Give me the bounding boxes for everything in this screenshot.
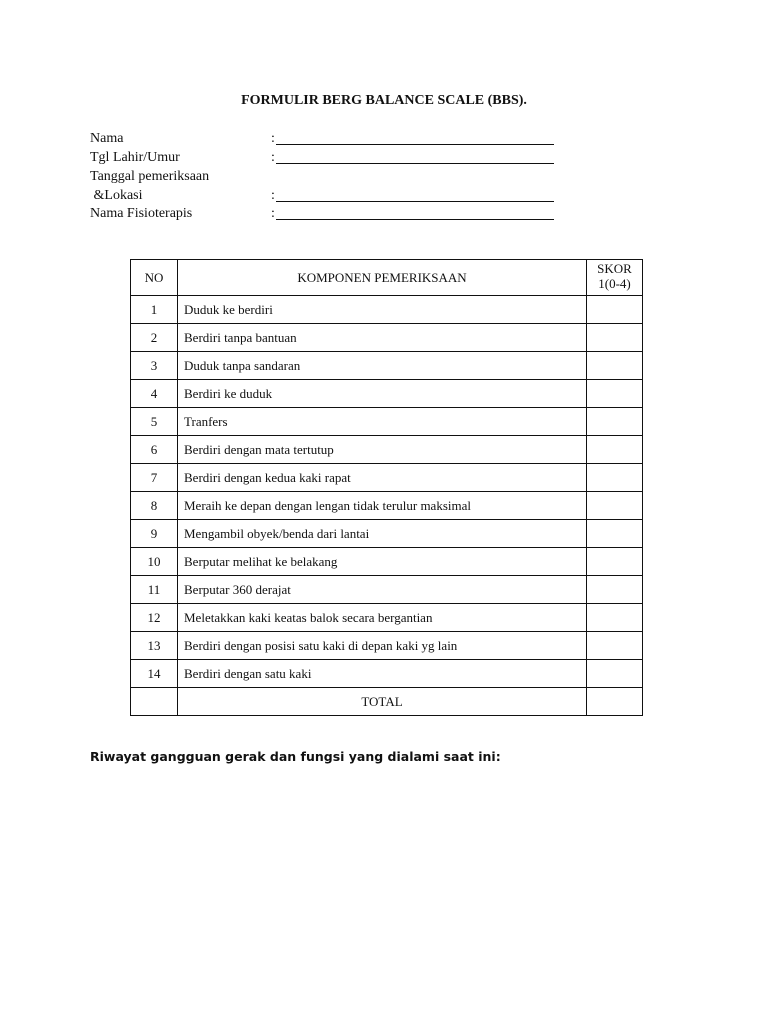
field-lokasi-line[interactable] bbox=[276, 201, 554, 202]
row-skor-cell[interactable] bbox=[587, 436, 643, 464]
row-skor-cell[interactable] bbox=[587, 520, 643, 548]
row-skor-cell[interactable] bbox=[587, 660, 643, 688]
row-skor-cell[interactable] bbox=[587, 464, 643, 492]
field-nama-colon: : bbox=[271, 131, 275, 146]
row-no: 5 bbox=[131, 408, 178, 436]
row-item: Berputar melihat ke belakang bbox=[178, 548, 587, 576]
table-total-row bbox=[131, 688, 643, 716]
table-row bbox=[131, 576, 643, 604]
field-nama-label: Nama bbox=[90, 131, 124, 146]
header-skor-line1: SKOR bbox=[597, 261, 632, 276]
bbs-table bbox=[130, 259, 643, 716]
field-lokasi-colon: : bbox=[271, 188, 275, 203]
row-item: Berdiri ke duduk bbox=[178, 380, 587, 408]
row-item: Berdiri dengan kedua kaki rapat bbox=[178, 464, 587, 492]
table-row bbox=[131, 520, 643, 548]
table-row bbox=[131, 408, 643, 436]
table-row bbox=[131, 660, 643, 688]
field-tgl-lahir-label: Tgl Lahir/Umur bbox=[90, 150, 180, 165]
table-row bbox=[131, 632, 643, 660]
row-skor-cell[interactable] bbox=[587, 604, 643, 632]
row-no: 6 bbox=[131, 436, 178, 464]
table-row bbox=[131, 436, 643, 464]
row-no: 9 bbox=[131, 520, 178, 548]
header-no: NO bbox=[131, 260, 178, 296]
table-row bbox=[131, 352, 643, 380]
header-skor-line2: 1(0-4) bbox=[598, 276, 631, 291]
row-skor-cell[interactable] bbox=[587, 632, 643, 660]
table-row bbox=[131, 464, 643, 492]
table-row bbox=[131, 548, 643, 576]
row-no: 3 bbox=[131, 352, 178, 380]
row-skor-cell[interactable] bbox=[587, 324, 643, 352]
total-no-cell bbox=[131, 688, 178, 716]
field-nama-fisioterapis-line[interactable] bbox=[276, 219, 554, 220]
row-skor-cell[interactable] bbox=[587, 548, 643, 576]
field-nama-fisioterapis-label: Nama Fisioterapis bbox=[90, 206, 193, 221]
row-item: Duduk ke berdiri bbox=[178, 296, 587, 324]
row-no: 8 bbox=[131, 492, 178, 520]
header-skor bbox=[587, 260, 643, 296]
field-tanggal-pemeriksaan-label: Tanggal pemeriksaan bbox=[90, 169, 210, 184]
row-no: 14 bbox=[131, 660, 178, 688]
row-item: Berputar 360 derajat bbox=[178, 576, 587, 604]
row-no: 11 bbox=[131, 576, 178, 604]
row-no: 4 bbox=[131, 380, 178, 408]
table-row bbox=[131, 380, 643, 408]
row-skor-cell[interactable] bbox=[587, 408, 643, 436]
row-skor-cell[interactable] bbox=[587, 380, 643, 408]
field-tgl-lahir-line[interactable] bbox=[276, 163, 554, 164]
row-item: Tranfers bbox=[178, 408, 587, 436]
table-row bbox=[131, 296, 643, 324]
table-header-row bbox=[131, 260, 643, 296]
row-item: Mengambil obyek/benda dari lantai bbox=[178, 520, 587, 548]
table-row bbox=[131, 324, 643, 352]
table-row bbox=[131, 492, 643, 520]
row-skor-cell[interactable] bbox=[587, 352, 643, 380]
row-skor-cell[interactable] bbox=[587, 576, 643, 604]
row-item: Berdiri dengan posisi satu kaki di depan kaki yg lain bbox=[178, 632, 587, 660]
row-item: Berdiri dengan mata tertutup bbox=[178, 436, 587, 464]
row-item: Meraih ke depan dengan lengan tidak terulur maksimal bbox=[178, 492, 587, 520]
row-skor-cell[interactable] bbox=[587, 296, 643, 324]
row-item: Meletakkan kaki keatas balok secara bergantian bbox=[178, 604, 587, 632]
form-title: FORMULIR BERG BALANCE SCALE (BBS). bbox=[241, 93, 527, 108]
total-label: TOTAL bbox=[178, 688, 587, 716]
row-item: Duduk tanpa sandaran bbox=[178, 352, 587, 380]
row-no: 10 bbox=[131, 548, 178, 576]
field-nama-line[interactable] bbox=[276, 144, 554, 145]
row-item: Berdiri dengan satu kaki bbox=[178, 660, 587, 688]
row-no: 13 bbox=[131, 632, 178, 660]
row-no: 2 bbox=[131, 324, 178, 352]
total-skor-cell[interactable] bbox=[587, 688, 643, 716]
row-skor-cell[interactable] bbox=[587, 492, 643, 520]
field-nama-fisioterapis-colon: : bbox=[271, 206, 275, 221]
table-row bbox=[131, 604, 643, 632]
row-no: 12 bbox=[131, 604, 178, 632]
row-no: 1 bbox=[131, 296, 178, 324]
field-lokasi-label: &Lokasi bbox=[90, 188, 143, 203]
field-tgl-lahir-colon: : bbox=[271, 150, 275, 165]
header-komponen: KOMPONEN PEMERIKSAAN bbox=[178, 260, 587, 296]
riwayat-heading: Riwayat gangguan gerak dan fungsi yang dialami saat ini: bbox=[90, 749, 501, 764]
row-no: 7 bbox=[131, 464, 178, 492]
row-item: Berdiri tanpa bantuan bbox=[178, 324, 587, 352]
